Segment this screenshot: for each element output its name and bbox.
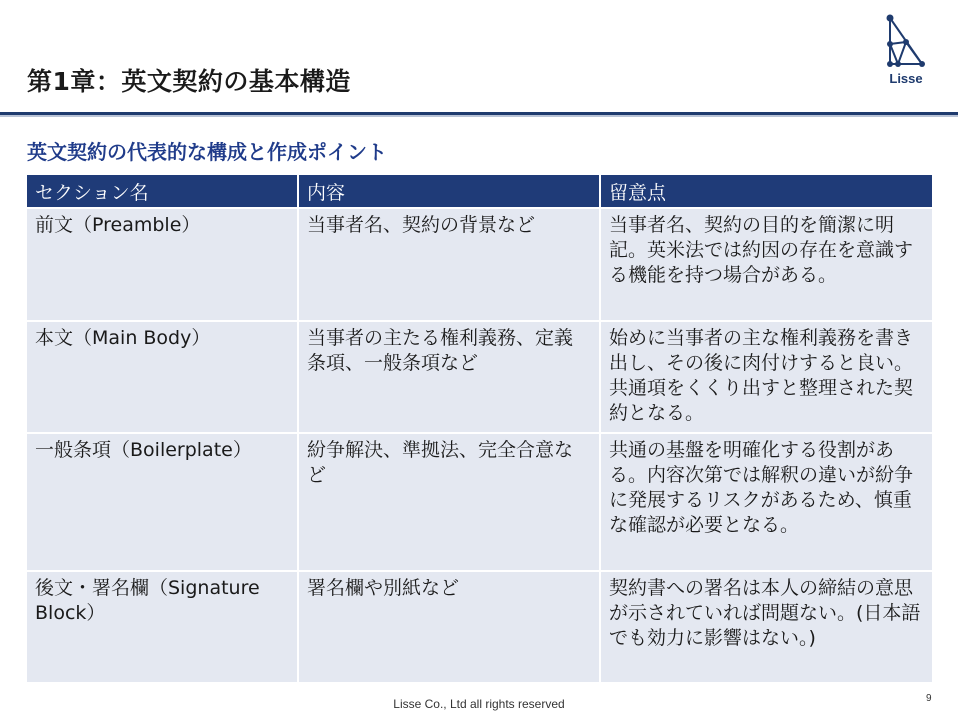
slide-title: 第1章：英文契約の基本構造 <box>27 67 351 96</box>
cell-notes: 契約書への署名は本人の締結の意思が示されていれば問題ない。(日本語でも効力に影響はない。) <box>600 571 933 683</box>
cell-section: 後文・署名欄（Signature Block） <box>26 571 298 683</box>
logo-text: Lisse <box>889 71 923 86</box>
company-logo <box>878 14 934 88</box>
table-row <box>26 321 933 433</box>
cell-notes: 当事者名、契約の目的を簡潔に明記。英米法では約因の存在を意識する機能を持つ場合がある。 <box>600 208 933 321</box>
table-row <box>26 571 933 683</box>
contract-structure-table <box>25 173 934 684</box>
section-heading: 英文契約の代表的な構成と作成ポイント <box>27 140 387 164</box>
cell-notes: 始めに当事者の主な権利義務を書き出し、その後に肉付けすると良い。共通項をくくり出すと整理された契約となる。 <box>600 321 933 433</box>
lisse-logo-icon <box>884 14 928 70</box>
table-header-row <box>26 174 933 208</box>
cell-content: 紛争解決、準拠法、完全合意など <box>298 433 600 571</box>
cell-content: 当事者の主たる権利義務、定義条項、一般条項など <box>298 321 600 433</box>
header-section-name: セクション名 <box>26 174 298 208</box>
cell-content: 当事者名、契約の背景など <box>298 208 600 321</box>
cell-section: 本文（Main Body） <box>26 321 298 433</box>
cell-content: 署名欄や別紙など <box>298 571 600 683</box>
table-row <box>26 433 933 571</box>
cell-section: 前文（Preamble） <box>26 208 298 321</box>
table-row <box>26 208 933 321</box>
cell-notes: 共通の基盤を明確化する役割がある。内容次第では解釈の違いが紛争に発展するリスクがあるため、慎重な確認が必要となる。 <box>600 433 933 571</box>
footer-copyright: Lisse Co., Ltd all rights reserved <box>393 697 565 711</box>
title-divider-shadow <box>0 115 958 117</box>
page-number: 9 <box>926 693 932 704</box>
cell-section: 一般条項（Boilerplate） <box>26 433 298 571</box>
header-notes: 留意点 <box>600 174 933 208</box>
header-content: 内容 <box>298 174 600 208</box>
